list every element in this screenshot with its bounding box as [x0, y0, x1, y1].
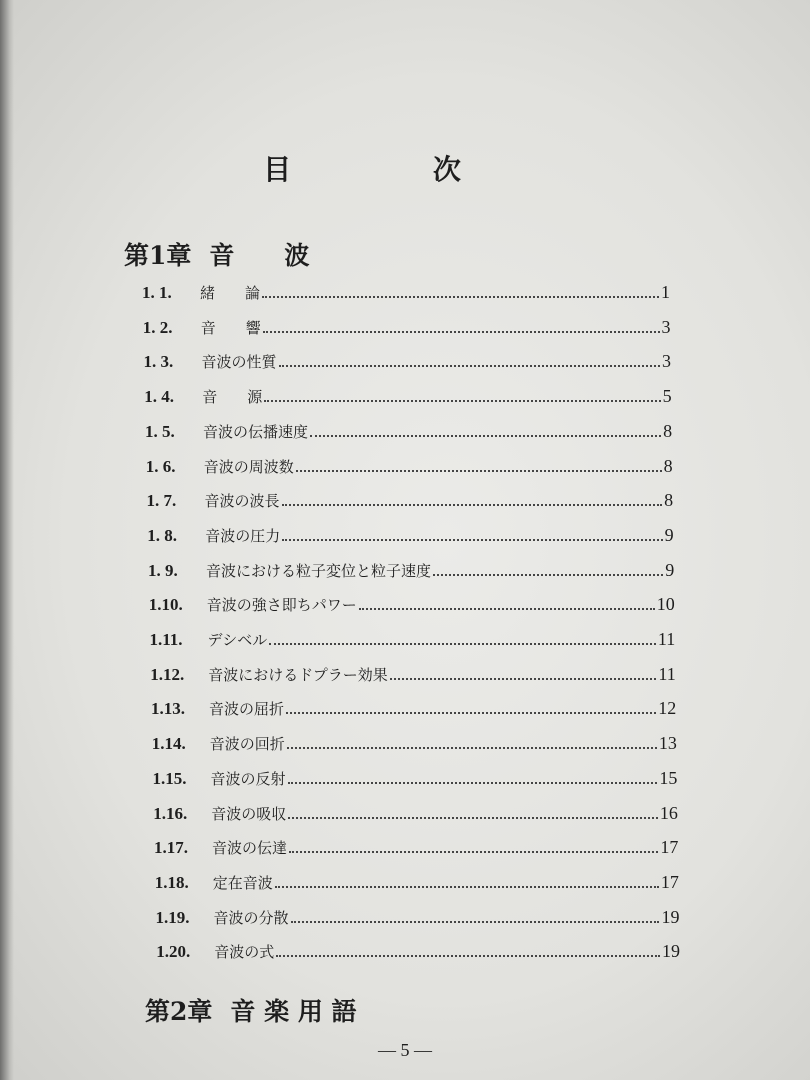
section-title: 音波の伝播速度 [203, 422, 309, 441]
section-title: 定在音波 [212, 873, 273, 892]
section-title: 音波における粒子変位と粒子速度 [206, 561, 432, 580]
toc-entry [154, 837, 678, 863]
chapter-1-heading [124, 236, 309, 272]
leader-dots [269, 643, 656, 645]
toc-entry [147, 525, 673, 551]
leader-dots [286, 712, 656, 714]
section-number: 1.17. [154, 838, 188, 858]
leader-dots [291, 921, 660, 923]
section-number: 1.16. [153, 803, 188, 823]
leader-dots [287, 747, 657, 749]
section-page: 9 [664, 524, 674, 545]
chapter-label: 第1章 [124, 241, 192, 270]
section-number: 1.12. [150, 664, 185, 684]
leader-dots [433, 574, 663, 576]
section-page: 19 [661, 941, 680, 962]
section-title: 音波の吸収 [211, 804, 287, 823]
leader-dots [262, 296, 659, 298]
leader-dots [275, 886, 659, 888]
leader-dots [288, 817, 658, 819]
section-title: 音波の伝達 [212, 839, 288, 858]
section-page: 10 [656, 594, 675, 615]
leader-dots [288, 782, 658, 784]
toc-entry [152, 733, 677, 759]
section-number: 1. 1. [142, 283, 172, 302]
section-page: 8 [663, 455, 673, 476]
section-number: 1. 5. [145, 421, 175, 441]
section-page: 13 [658, 733, 677, 754]
section-title: 音波の性質 [201, 353, 277, 372]
leader-dots [282, 504, 663, 506]
toc-entry [147, 490, 674, 516]
section-number: 1.15. [152, 768, 187, 788]
toc-entry [153, 803, 678, 829]
leader-dots [296, 470, 662, 472]
section-title: 音波の波長 [204, 492, 280, 511]
chapter-title: 音 波 [209, 241, 310, 270]
section-page: 19 [661, 906, 680, 927]
section-page: 9 [665, 559, 675, 580]
toc-entry [150, 664, 676, 690]
section-title: 音波の周波数 [203, 457, 294, 476]
leader-dots [390, 678, 657, 680]
toc-entry [149, 594, 675, 620]
section-page: 11 [658, 663, 676, 684]
section-number: 1. 2. [142, 317, 173, 337]
section-number: 1.14. [151, 734, 186, 754]
toc-entry [145, 421, 672, 447]
section-number: 1. 3. [143, 352, 174, 372]
leader-dots [264, 400, 660, 402]
section-title: 音波の屈折 [209, 700, 285, 719]
section-number: 1. 6. [145, 456, 176, 476]
section-title: 音波の反射 [210, 769, 286, 788]
section-title: 音波の強さ即ちパワー [206, 596, 357, 615]
leader-dots [310, 435, 661, 437]
toc-entry [153, 768, 678, 794]
section-page: 15 [659, 767, 678, 788]
section-page: 1 [661, 282, 670, 302]
toc-entry [156, 907, 680, 933]
section-number: 1. 9. [148, 560, 178, 580]
leader-dots [359, 608, 655, 610]
section-number: 1.19. [155, 907, 190, 927]
section-title: 音波の圧力 [205, 526, 281, 545]
toc-entry [144, 351, 672, 377]
leader-dots [282, 539, 662, 541]
section-number: 1.13. [151, 699, 185, 719]
section-number: 1. 8. [147, 525, 177, 545]
chapter-label: 第2章 [145, 997, 213, 1026]
page-number: — 5 — [378, 1040, 432, 1060]
toc-entry [155, 872, 679, 898]
section-number: 1.10. [148, 595, 183, 615]
leader-dots [289, 851, 658, 853]
section-page: 5 [662, 386, 672, 407]
section-number: 1.18. [154, 872, 189, 892]
toc-entry [144, 386, 671, 412]
section-title: 緒 論 [200, 284, 261, 302]
section-number: 1.11. [149, 630, 183, 649]
chapter-2-heading [145, 992, 357, 1028]
section-page: 17 [660, 871, 679, 892]
toc-entry [142, 282, 670, 308]
leader-dots [279, 365, 661, 367]
section-number: 1.20. [156, 942, 191, 962]
section-page: 12 [658, 698, 677, 719]
section-title: 音波の式 [214, 943, 275, 962]
toc-entry [150, 629, 676, 655]
leader-dots [276, 955, 660, 957]
section-title: 音波におけるドプラー効果 [208, 665, 388, 684]
section-page: 8 [663, 420, 673, 441]
section-title: 音波の回折 [209, 735, 285, 754]
chapter-title: 音 楽 用 語 [230, 997, 357, 1026]
section-title: 音波の分散 [213, 908, 289, 927]
section-page: 16 [659, 802, 678, 823]
toc-entry [148, 560, 674, 586]
section-title: 音 源 [202, 388, 263, 407]
section-page: 8 [664, 490, 674, 511]
toc-entry [156, 941, 680, 967]
section-title: デシベル [207, 631, 268, 649]
section-number: 1. 4. [144, 387, 174, 407]
section-page: 3 [661, 316, 671, 337]
section-title: 音 響 [200, 318, 261, 337]
section-number: 1. 7. [146, 491, 177, 511]
toc-entry [146, 456, 673, 482]
leader-dots [263, 331, 660, 333]
section-page: 17 [660, 837, 679, 858]
toc-entry [151, 698, 676, 724]
page-title: 目 次 [263, 153, 527, 186]
toc-entry [143, 317, 671, 343]
section-page: 11 [657, 629, 676, 649]
section-page: 3 [662, 351, 672, 372]
